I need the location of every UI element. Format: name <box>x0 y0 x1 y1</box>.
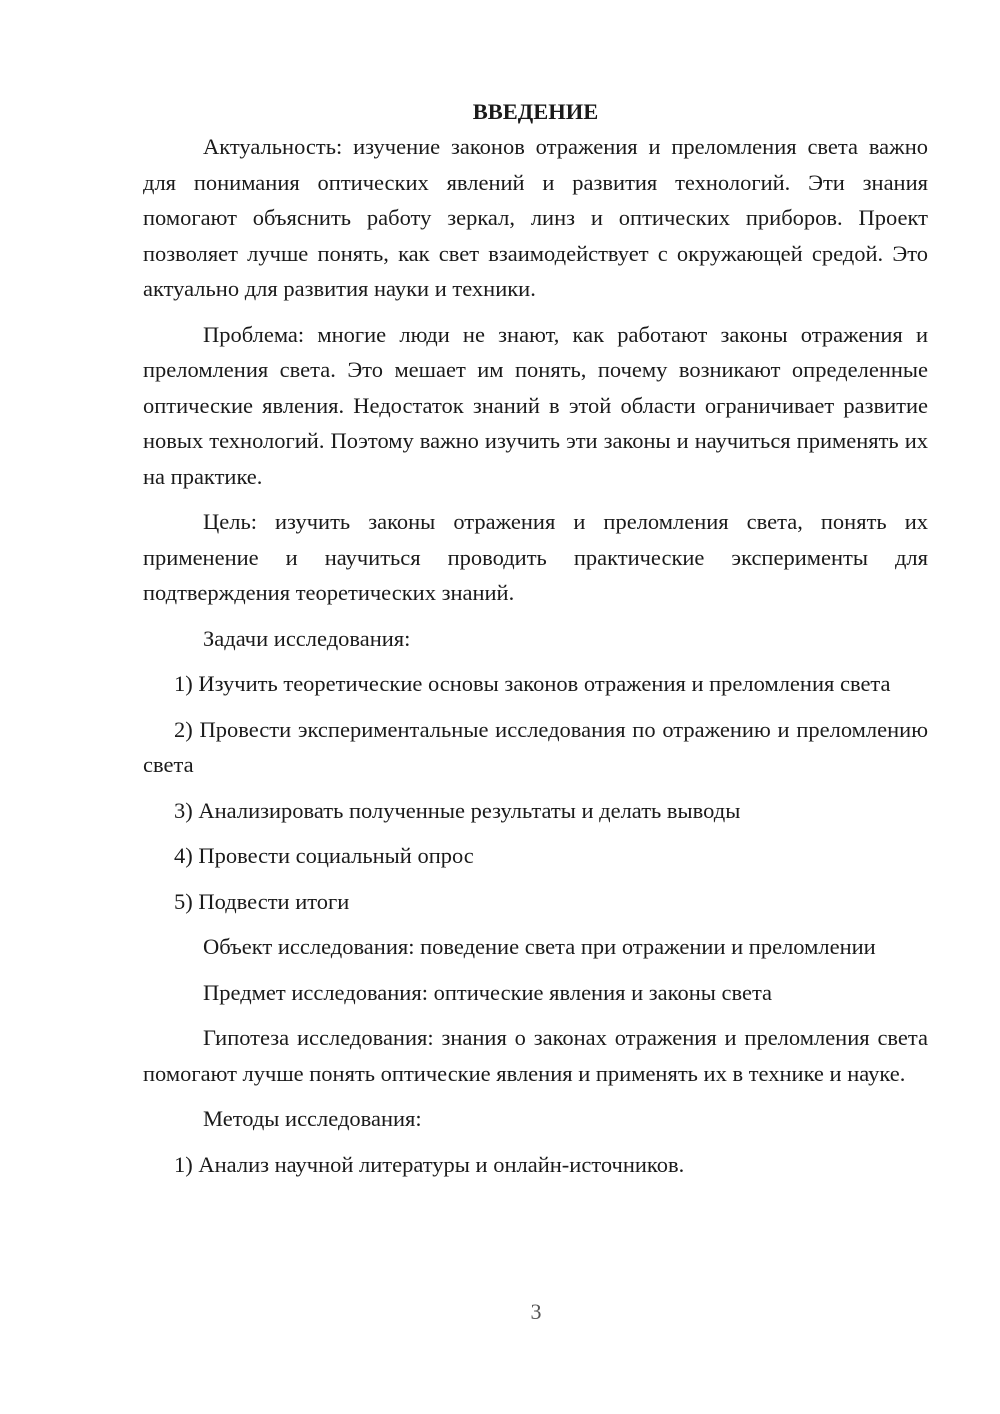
paragraph-goal: Цель: изучить законы отражения и преломления света, понять их применение и научиться проводить практические эксперименты для подтверждения теоретических знаний. <box>143 509 928 605</box>
paragraph-object: Объект исследования: поведение света при отражении и преломлении <box>203 934 876 959</box>
page-title: ВВЕДЕНИЕ <box>472 99 599 124</box>
list-item-method-1: 1) Анализ научной литературы и онлайн-источников. <box>174 1151 685 1177</box>
list-item-task-2: 2) Провести экспериментальные исследования по отражению и преломлению света <box>143 716 928 777</box>
list-item-task-1: 1) Изучить теоретические основы законов отражения и преломления света <box>174 671 891 696</box>
page-number: 3 <box>530 1299 542 1324</box>
paragraph-hypothesis: Гипотеза исследования: знания о законах отражения и преломления света помогают лучше понять оптические явления и применять их в технике и науке. <box>143 1025 928 1086</box>
paragraph-problem: Проблема: многие люди не знают, как работают законы отражения и преломления света. Это мешает им понять, почему возникают определенные оптические явления. Недостаток знаний в этой области ограничивает развитие новых технологий. Поэтому важно изучить эти законы и научиться применять их на практике. <box>143 321 928 489</box>
methods-heading: Методы исследования: <box>203 1106 422 1131</box>
list-item-task-5: 5) Подвести итоги <box>174 888 350 914</box>
tasks-heading: Задачи исследования: <box>203 625 411 651</box>
list-item-task-4: 4) Провести социальный опрос <box>174 843 474 868</box>
paragraph-subject: Предмет исследования: оптические явления и законы света <box>203 979 773 1005</box>
page-content <box>143 94 928 1192</box>
paragraph-relevance: Актуальность: изучение законов отражения и преломления света важно для понимания оптических явлений и развития технологий. Эти знания помогают объяснить работу зеркал, линз и оптических приборов. Проект позволяет лучше понять, как свет взаимодействует с окружающей средой. Это актуально для развития науки и техники. <box>143 134 928 301</box>
list-item-task-3: 3) Анализировать полученные результаты и делать выводы <box>174 797 741 823</box>
